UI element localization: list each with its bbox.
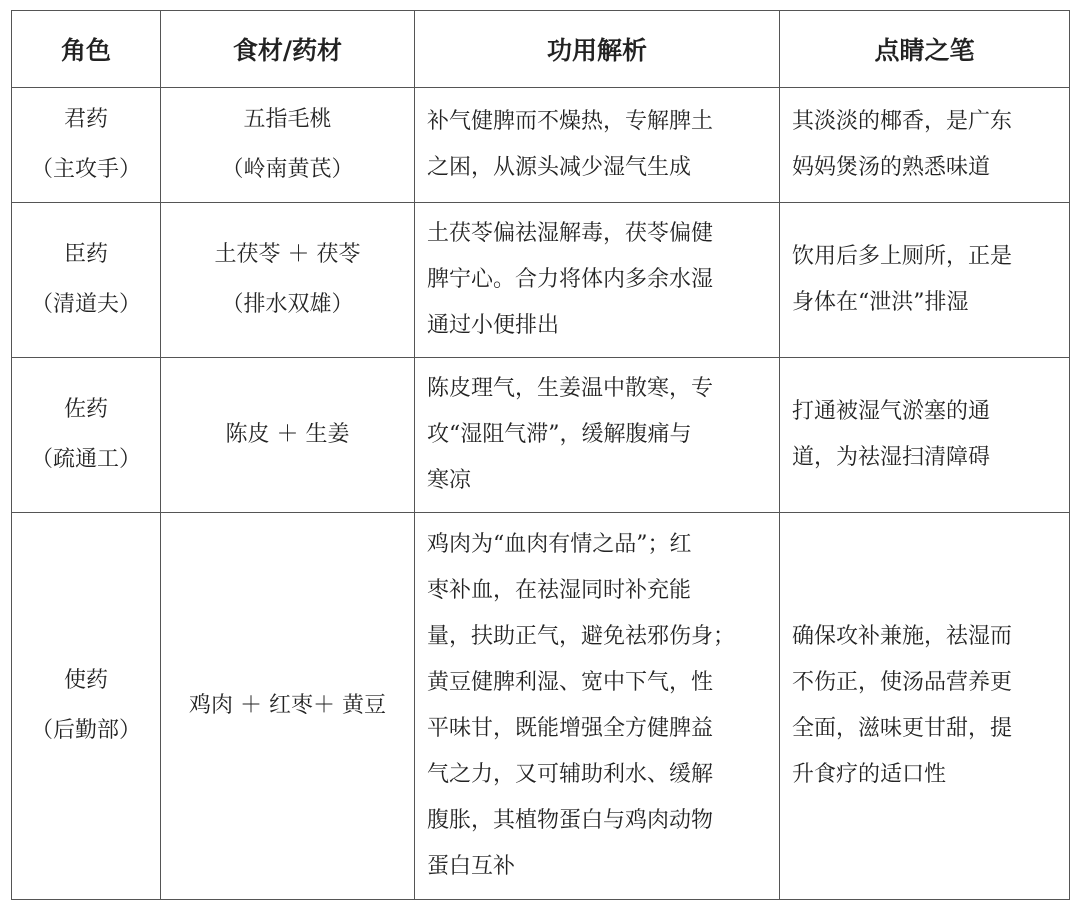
analysis-line: 蛋白互补 [427,854,516,879]
highlight-cell [780,358,1070,513]
role-nickname: （后勤部） [30,718,141,743]
highlight-cell [780,203,1070,358]
highlight-line: 确保攻补兼施，祛湿而 [792,624,1013,649]
ingredient-cell [161,513,415,900]
table-row [12,203,1070,358]
highlight-line: 打通被湿气淤塞的通 [792,399,991,424]
role-cell [12,358,161,513]
analysis-line: 腹胀，其植物蛋白与鸡肉动物 [427,808,714,833]
table-header-row [12,11,1070,88]
ingredient-name: 五指毛桃 [243,107,332,132]
analysis-cell [415,358,780,513]
ingredient-cell [161,203,415,358]
table-row [12,88,1070,203]
highlight-line: 全面，滋味更甘甜，提 [792,716,1013,741]
role-cell [12,88,161,203]
role-cell [12,513,161,900]
role-nickname: （疏通工） [30,447,141,472]
analysis-line: 量，扶助正气，避免祛邪伤身； [427,624,736,649]
highlight-line: 道，为祛湿扫清障碍 [792,445,991,470]
role-cell [12,203,161,358]
ingredient-note: （岭南黄芪） [221,157,354,182]
highlight-line: 身体在“泄洪”排湿 [792,290,969,315]
ingredient-name: 鸡肉 ＋ 红枣＋ 黄豆 [189,693,386,718]
highlight-line: 饮用后多上厕所，正是 [792,244,1013,269]
ingredient-cell [161,358,415,513]
analysis-line: 枣补血，在祛湿同时补充能 [427,578,692,603]
analysis-line: 脾宁心。合力将体内多余水湿 [427,267,714,292]
highlight-line: 不伤正，使汤品营养更 [792,670,1013,695]
analysis-line: 黄豆健脾利湿、宽中下气，性 [427,670,714,695]
highlight-cell [780,513,1070,900]
highlight-line: 其淡淡的椰香，是广东 [792,109,1013,134]
header-role: 角色 [12,11,161,88]
analysis-line: 寒凉 [427,468,472,493]
analysis-line: 气之力，又可辅助利水、缓解 [427,762,714,787]
ingredient-name: 陈皮 ＋ 生姜 [225,422,350,447]
role-nickname: （主攻手） [30,157,141,182]
analysis-line: 通过小便排出 [427,313,560,338]
analysis-line: 陈皮理气，生姜温中散寒，专 [427,376,714,401]
role-name: 臣药 [63,242,108,267]
table-row [12,513,1070,900]
ingredient-name: 土茯苓 ＋ 茯苓 [214,242,361,267]
role-name: 佐药 [63,397,108,422]
role-nickname: （清道夫） [30,292,141,317]
analysis-line: 之困，从源头减少湿气生成 [427,155,692,180]
ingredient-cell [161,88,415,203]
analysis-cell [415,203,780,358]
role-name: 使药 [63,668,108,693]
analysis-line: 平味甘，既能增强全方健脾益 [427,716,714,741]
ingredient-note: （排水双雄） [221,292,354,317]
analysis-cell [415,513,780,900]
analysis-line: 鸡肉为“血肉有情之品”；红 [427,532,692,557]
analysis-line: 土茯苓偏祛湿解毒，茯苓偏健 [427,221,714,246]
highlight-line: 升食疗的适口性 [792,762,947,787]
analysis-cell [415,88,780,203]
analysis-line: 补气健脾而不燥热，专解脾土 [427,109,714,134]
highlight-line: 妈妈煲汤的熟悉味道 [792,155,991,180]
header-highlight: 点睛之笔 [780,11,1070,88]
analysis-line: 攻“湿阻气滞”，缓解腹痛与 [427,422,692,447]
table-row [12,358,1070,513]
header-analysis: 功用解析 [415,11,780,88]
herbal-role-table [11,10,1070,900]
table-container [11,10,1070,900]
highlight-cell [780,88,1070,203]
header-ingredient: 食材/药材 [161,11,415,88]
role-name: 君药 [63,107,108,132]
